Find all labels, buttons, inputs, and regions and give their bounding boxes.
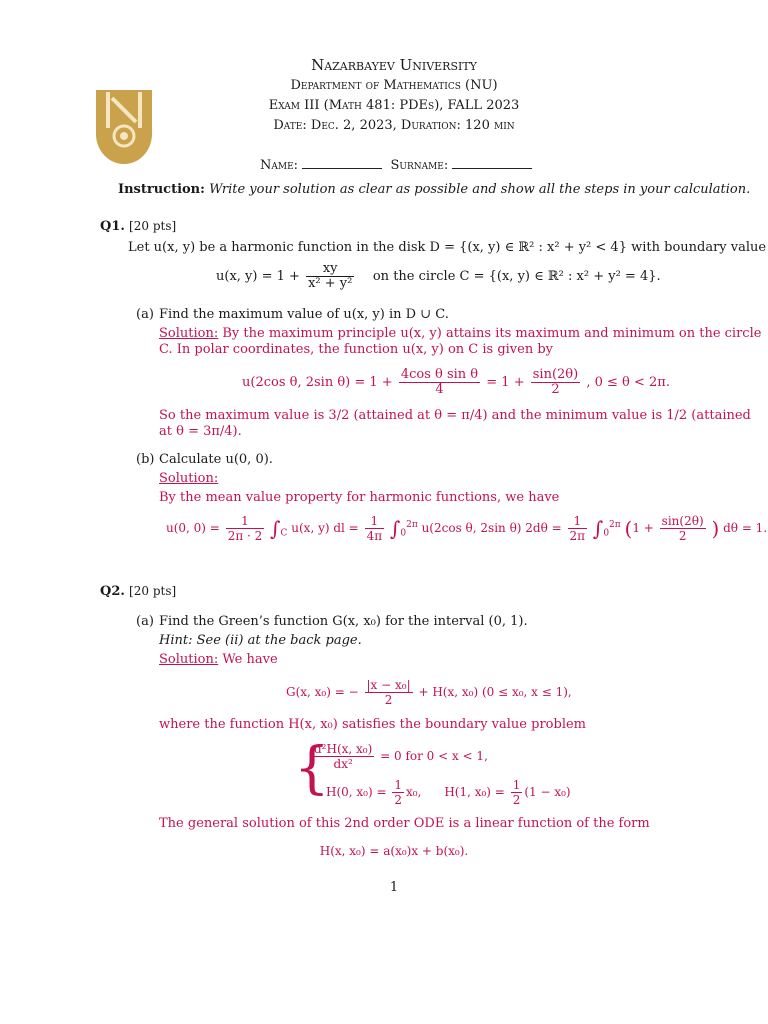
exam-title: Exam III (Math 481: PDEs), FALL 2023 xyxy=(268,98,520,113)
q2a-bvp-bc: H(0, x₀) = $\frac{1}{2}$ x₀, H(1, x₀) = $\frac{1}{2}$ (1 − x₀) xyxy=(326,778,571,807)
q1a-equation: u(2cos θ, 2sin θ) = 1 + $\frac{\text{4cos θ sin θ}}{4}$ = 1 + $\frac{\sin(2\theta)}{2}$ , 0 ≤ θ < 2π. xyxy=(242,367,670,397)
q1-heading xyxy=(100,219,176,234)
surname-blank[interactable] xyxy=(452,156,532,169)
q1a-solution-label: Solution: xyxy=(159,326,219,341)
page-number: 1 xyxy=(389,880,399,895)
instruction xyxy=(118,182,750,197)
q1a-solution-line2: C. In polar coordinates, the function u(x, y) on C is given by xyxy=(159,342,554,357)
q2a-solution-label: Solution: xyxy=(159,652,219,667)
q1a-solution-line3: So the maximum value is 3/2 (attained at θ = π/4) and the minimum value is 1/2 (attained xyxy=(159,408,751,423)
q2a-green-function: G(x, x₀) = − $\frac{\text{|x − x₀|}}{2}$ + H(x, x₀) (0 ≤ x₀, x ≤ 1), xyxy=(286,678,572,707)
q1b-equation: u(0, 0) = $\frac{1}{2\pi \cdot 2}$ $\int_C$ u(x, y) dl = $\frac{1}{4\pi}$ $\int_0^{2\pi}$ u(2cos θ, 2sin θ) 2dθ = $\frac{1}{2\pi}$ $\int_0^{2\pi}$ (1 + $\frac{\sin(2\theta)}{2}$ ) dθ = 1. xyxy=(166,514,768,543)
q1a-frac2: $\frac{\sin(2\theta)}{2}$ xyxy=(532,367,579,397)
instruction-text: Write your solution as clear as possible and show all the steps in your calculation. xyxy=(209,182,751,197)
name-blank[interactable] xyxy=(302,156,382,169)
q1a-text: Find the maximum value of u(x, y) in D ∪ C. xyxy=(159,307,449,322)
q1a-solution-line4: at θ = 3π/4). xyxy=(159,424,242,439)
q1b-solution-line1: By the mean value property for harmonic functions, we have xyxy=(159,490,560,505)
q1a-label: (a) xyxy=(136,307,154,322)
q1-bv-rhs: on the circle C = {(x, y) ∈ ℝ² : x² + y² = 4}. xyxy=(372,269,661,284)
q1b-solution-label: Solution: xyxy=(159,471,219,486)
name-label: Name: xyxy=(260,158,299,173)
q2a-hint: Hint: See (ii) at the back page. xyxy=(159,633,362,648)
q1-label: Q1. xyxy=(100,219,125,234)
q1a-solution-line1: Solution: By the maximum principle u(x, y) attains its maximum and minimum on the circle xyxy=(159,326,762,341)
q1-bv-fraction: $\frac{xy}{\text{x² + y²}}$ xyxy=(308,261,353,291)
q2a-label: (a) xyxy=(136,614,154,629)
q2-label: Q2. xyxy=(100,584,125,599)
exam-page: Nazarbayev University Department of Mathematics (NU) Exam III (Math 481: PDEs), FALL 2023 Date: Dec. 2, 2023, Duration: 120 min Name: Surname: Instruction: Write your solution as clear as possible and show all the steps in your calculation. Q1. [20 pts] Let u(x, y) be a harmonic function in the disk D = {(x, y) ∈ ℝ² : x² + y² < 4} with boundary value u(x, y) = 1 + $\frac{xy}{\text{x² + y²}}$ on the circle C = {(x, y) ∈ ℝ² : x² + y² = 4}. (a) Find the maximum value of u(x, y) in D ∪ C. Solution: By the maximum principle u(x, y) attains its maximum and minimum on the circle C. In polar coordinates, the function u(x, y) on C is given by u(2cos θ, 2sin θ) = 1 + $\frac{\text{4cos θ sin θ}}{4}$ = 1 + $\frac{\sin(2\theta)}{2}$ , 0 ≤ θ < 2π. So the maximum value is 3/2 (attained at θ = π/4) and the minimum value is 1/2 (attained at θ = 3π/4). (b) Calculate u(0, 0). Solution: By the mean value property for harmonic functions, we have u(0, 0) = $\frac{1}{2\pi \cdot 2}$ $\int_C$ u(x, y) dl = $\frac{1}{4\pi}$ $\int_0^{2\pi}$ u(2cos θ, 2sin θ) 2dθ = $\frac{1}{2\pi}$ $\int_0^{2\pi}$ (1 + $\frac{\sin(2\theta)}{2}$ ) dθ = 1. Q2. [20 pts] (a) Find the Green’s function G(x, x₀) for the interval (0, 1). Hint: See (ii) at the back page. Solution: We have G(x, x₀) = − $\frac{\text{|x − x₀|}}{2}$ + H(x, x₀) (0 ≤ x₀, x ≤ 1), where the function H(x, x₀) satisfies the boundary value problem { $\frac{\text{d²H(x, x₀)}}{\text{dx²}}$ = 0 for 0 < x < 1, H(0, x₀) = $\frac{1}{2}$ x₀, H(1, x₀) = $\frac{1}{2}$ (1 − x₀) The general solution of this 2nd order ODE is a linear function of the form H(x, x₀) = a(x₀)x + b(x₀). 1 xyxy=(0,0,768,1024)
q2a-text: Find the Green’s function G(x, x₀) for the interval (0, 1). xyxy=(159,614,528,629)
q2a-solution-line2: where the function H(x, x₀) satisfies the boundary value problem xyxy=(159,717,586,732)
q1b-text: Calculate u(0, 0). xyxy=(159,452,273,467)
q2a-solution-line1: Solution: We have xyxy=(159,652,278,667)
q1-statement: Let u(x, y) be a harmonic function in the disk D = {(x, y) ∈ ℝ² : x² + y² < 4} with boundary value xyxy=(128,240,767,255)
q1a-frac1: $\frac{\text{4cos θ sin θ}}{4}$ xyxy=(400,367,479,397)
university-name: Nazarbayev University xyxy=(311,56,477,74)
name-field xyxy=(260,156,532,173)
surname-label: Surname: xyxy=(390,158,449,173)
q1b-label: (b) xyxy=(136,452,155,467)
q1-bv-lhs: u(x, y) = 1 + xyxy=(216,269,300,284)
q2a-solution-line3: The general solution of this 2nd order ODE is a linear function of the form xyxy=(159,816,650,831)
q1-boundary-value xyxy=(216,262,661,291)
instruction-label: Instruction: xyxy=(118,182,205,197)
q2a-bvp-ode: $\frac{\text{d²H(x, x₀)}}{\text{dx²}}$ = 0 for 0 < x < 1, xyxy=(314,742,488,771)
q2a-h-form: H(x, x₀) = a(x₀)x + b(x₀). xyxy=(319,844,469,858)
q1-points: [20 pts] xyxy=(129,219,177,233)
q2-points: [20 pts] xyxy=(129,584,177,598)
department-name: Department of Mathematics (NU) xyxy=(290,78,498,93)
q2-heading xyxy=(100,584,176,599)
exam-date: Date: Dec. 2, 2023, Duration: 120 min xyxy=(273,118,515,133)
